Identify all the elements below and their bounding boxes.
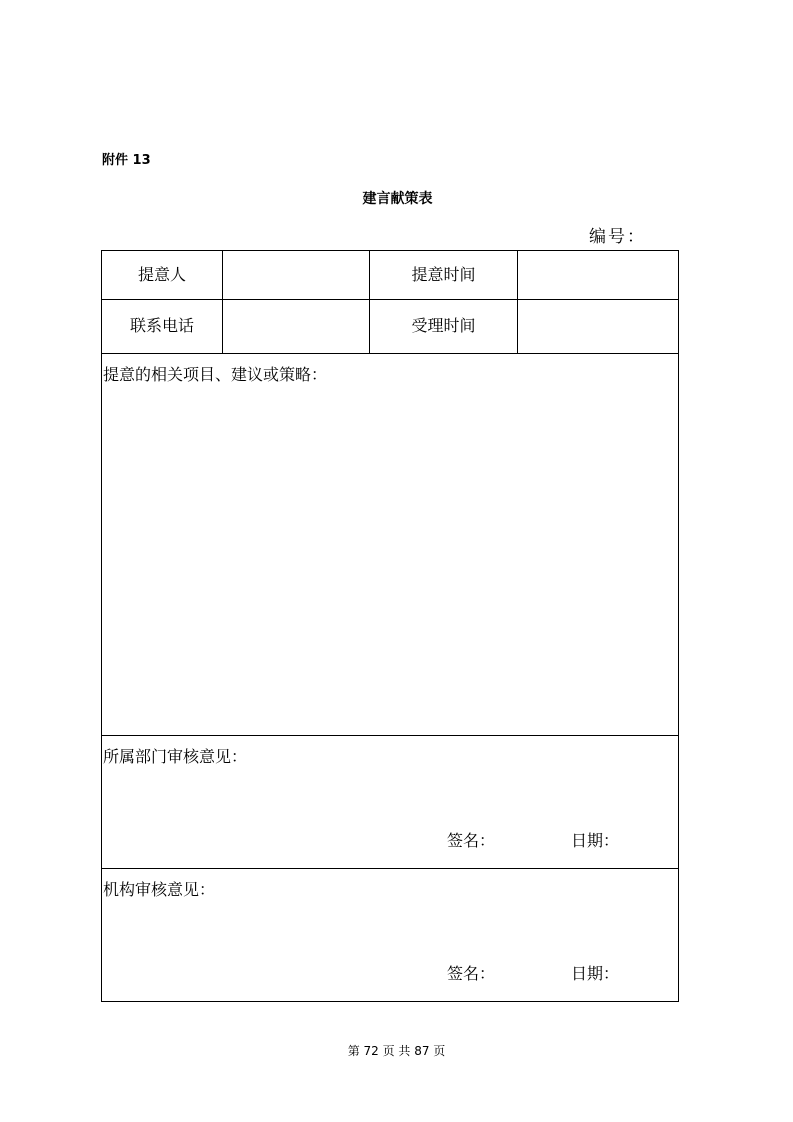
org-review-label: 机构审核意见： xyxy=(103,880,216,899)
proposal-time-label: 提意时间 xyxy=(411,265,476,284)
page-footer: 第 72 页 共 87 页 xyxy=(347,1044,446,1058)
phone-label: 联系电话 xyxy=(129,316,194,335)
proposer-field[interactable] xyxy=(223,251,369,299)
proposal-section-label: 提意的相关项目、建议或策略： xyxy=(103,365,328,384)
phone-field[interactable] xyxy=(223,300,369,353)
dept-date-label: 日期： xyxy=(571,831,620,850)
proposer-label: 提意人 xyxy=(137,265,186,284)
org-date-label: 日期： xyxy=(571,964,620,983)
suggestion-form-table xyxy=(101,250,679,1002)
org-signature-label: 签名： xyxy=(447,964,496,983)
serial-number-label: 编号： xyxy=(589,227,646,247)
dept-signature-label: 签名： xyxy=(447,831,496,850)
row-divider xyxy=(102,353,678,354)
dept-review-label: 所属部门审核意见： xyxy=(103,747,248,766)
accept-time-field[interactable] xyxy=(518,300,678,353)
form-title: 建言献策表 xyxy=(362,191,433,207)
attachment-number: 附件 13 xyxy=(102,153,151,168)
row-divider xyxy=(102,868,678,869)
accept-time-label: 受理时间 xyxy=(411,316,476,335)
proposal-time-field[interactable] xyxy=(518,251,678,299)
row-divider xyxy=(102,735,678,736)
